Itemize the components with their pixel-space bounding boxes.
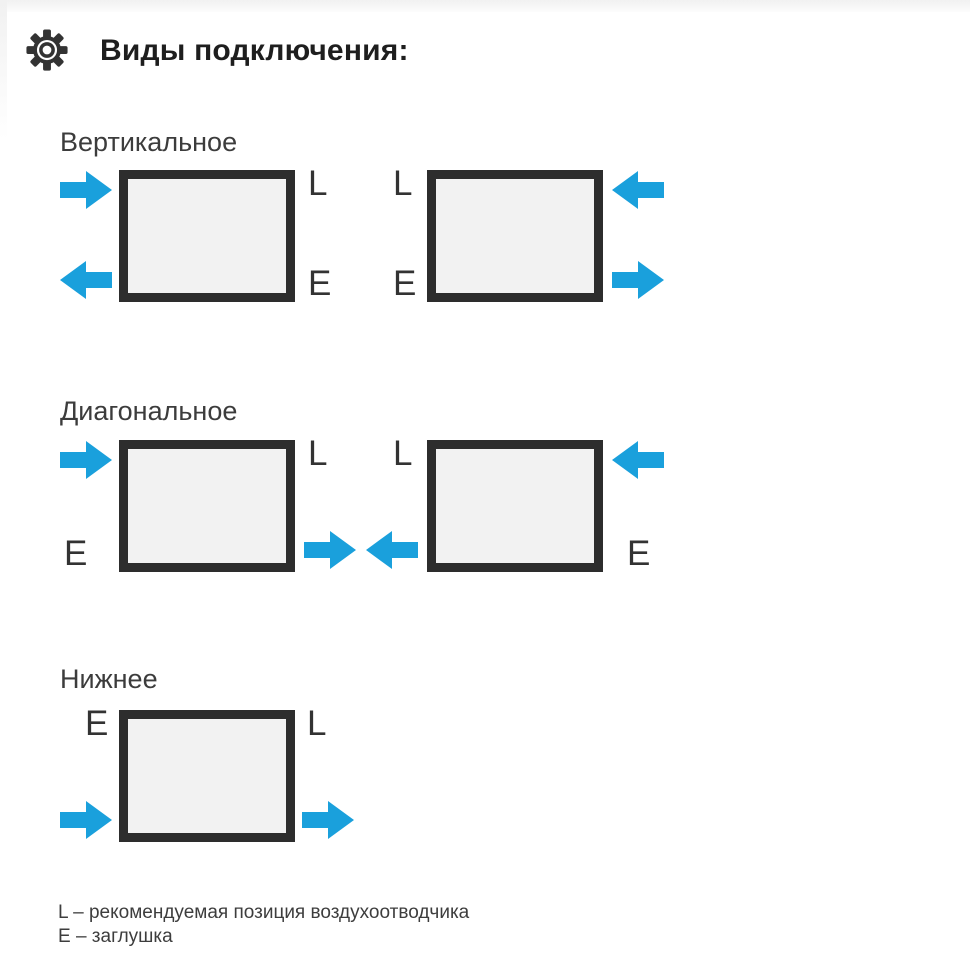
plug-label: E — [64, 534, 88, 573]
page-edge-left — [0, 0, 7, 140]
flow-in-arrow-icon — [60, 171, 112, 209]
plug-label: E — [627, 534, 651, 573]
legend-line-air-vent: L – рекомендуемая позиция воздухоотводчика — [58, 902, 470, 923]
page-title: Виды подключения: — [100, 34, 409, 67]
air-vent-label: L — [393, 434, 413, 473]
flow-in-arrow-icon — [60, 441, 112, 479]
plug-label: E — [308, 264, 332, 303]
flow-in-arrow-icon — [612, 171, 664, 209]
flow-in-arrow-icon — [60, 801, 112, 839]
radiator-box — [427, 170, 603, 302]
air-vent-label: L — [308, 434, 328, 473]
plug-label: E — [85, 704, 109, 743]
air-vent-label: L — [393, 164, 413, 203]
flow-out-arrow-icon — [366, 531, 418, 569]
legend-line-plug: E – заглушка — [58, 926, 173, 947]
section-title-diagonal: Диагональное — [60, 396, 238, 426]
flow-in-arrow-icon — [612, 441, 664, 479]
section-title-bottom: Нижнее — [60, 664, 158, 694]
air-vent-label: L — [308, 164, 328, 203]
radiator-box — [427, 440, 603, 572]
section-title-vertical: Вертикальное — [60, 127, 238, 157]
radiator-box — [119, 440, 295, 572]
radiator-box — [119, 710, 295, 842]
radiator-box — [119, 170, 295, 302]
air-vent-label: L — [307, 704, 327, 743]
flow-out-arrow-icon — [304, 531, 356, 569]
plug-label: E — [393, 264, 417, 303]
flow-out-arrow-icon — [302, 801, 354, 839]
gear-icon — [26, 29, 68, 71]
page-edge-top — [0, 0, 970, 12]
flow-out-arrow-icon — [60, 261, 112, 299]
flow-out-arrow-icon — [612, 261, 664, 299]
